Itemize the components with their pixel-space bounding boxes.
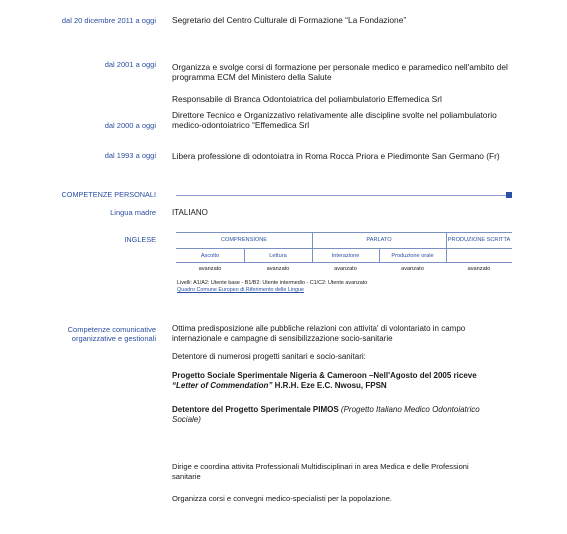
table-rule xyxy=(176,232,512,233)
experience-line: medico-odontoiatrico “Effemedica Srl xyxy=(172,120,310,130)
framework-link[interactable]: Quadro Comune Europeo di Riferimento delle Lingue xyxy=(177,287,305,293)
experience-line: Organizza e svolge corsi di formazione per personale medico e paramedico nell'ambito del xyxy=(172,62,508,72)
experience-line: Direttore Tecnico e Organizzativo relativamente alle discipline svolte nel poliambulatorio xyxy=(172,110,497,120)
paragraph-line: Sociale) xyxy=(172,415,201,424)
mother-tongue-label: Lingua madre xyxy=(110,208,156,217)
paragraph-line: Dirige e coordina attivita Professionali Multidisciplinari in area Medica e delle Professioni xyxy=(172,462,469,471)
table-sub-header: Lettura xyxy=(269,253,287,259)
section-rule xyxy=(176,195,506,196)
experience-line: Responsabile di Branca Odontoiatrica del poliambulatorio Effemedica Srl xyxy=(172,94,442,104)
paragraph-line xyxy=(172,405,560,415)
section-label: Competenze comunicative xyxy=(67,325,156,334)
pimos-title: Detentore del Progetto Sperimentale PIMOS xyxy=(172,405,339,414)
date-label: dal 20 dicembre 2011 a oggi xyxy=(61,16,156,25)
table-level: avanzato xyxy=(401,266,424,272)
paragraph-line: Ottima predisposizione alle pubbliche relazioni con attivita' di volontariato in campo xyxy=(172,324,466,333)
table-rule xyxy=(176,248,512,249)
levels-note: Livelli: A1/A2: Utente base - B1/B2: Utente intermedio - C1/C2: Utente avanzato xyxy=(177,280,368,286)
table-sub-header: Interazione xyxy=(331,253,360,259)
mother-tongue-value: ITALIANO xyxy=(172,208,208,217)
paragraph-line: Detentore di numerosi progetti sanitari e socio-sanitari: xyxy=(172,352,366,361)
quote-text: “Letter of Commendation” xyxy=(172,381,273,390)
table-sub-header: Ascolto xyxy=(200,253,220,259)
section-rule-marker xyxy=(506,192,512,198)
table-level: avanzato xyxy=(198,266,222,272)
experience-line: Segretario del Centro Culturale di Formazione “La Fondazione” xyxy=(172,15,407,25)
quote-rest: H.R.H. Eze E.C. Nwosu, FPSN xyxy=(272,381,387,390)
table-group-header: COMPRENSIONE xyxy=(221,237,267,243)
experience-line: Libera professione di odontoiatra in Roma Rocca Priora e Piedimonte San Germano (Fr) xyxy=(172,151,500,161)
date-label: dal 1993 a oggi xyxy=(104,151,156,160)
paragraph-line: sanitarie xyxy=(172,472,201,481)
language-label: INGLESE xyxy=(124,235,156,244)
paragraph-line xyxy=(172,381,560,391)
section-heading: COMPETENZE PERSONALI xyxy=(61,190,156,199)
section-label: organizzative e gestionali xyxy=(71,334,156,343)
table-group-header: PARLATO xyxy=(366,237,392,243)
paragraph-line: Organizza corsi e convegni medico-specialisti per la popolazione. xyxy=(172,494,392,503)
paragraph-line: Progetto Sociale Sperimentale Nigeria & Cameroon –Nell'Agosto del 2005 riceve xyxy=(172,371,477,380)
table-sub-header: Produzione orale xyxy=(391,253,434,259)
paragraph-line: internazionale e campagne di sensibilizzazione socio-sanitarie xyxy=(172,334,393,343)
date-label: dal 2000 a oggi xyxy=(104,121,156,130)
table-level: avanzato xyxy=(266,266,290,272)
table-group-header: PRODUZIONE SCRITTA xyxy=(447,237,511,243)
table-level: avanzato xyxy=(334,266,357,272)
table-rule xyxy=(176,262,512,263)
pimos-detail: (Progetto Italiano Medico Odontoiatrico xyxy=(338,405,480,414)
table-level: avanzato xyxy=(467,266,491,272)
date-label: dal 2001 a oggi xyxy=(104,60,156,69)
experience-line: programma ECM del Ministero della Salute xyxy=(172,72,332,82)
